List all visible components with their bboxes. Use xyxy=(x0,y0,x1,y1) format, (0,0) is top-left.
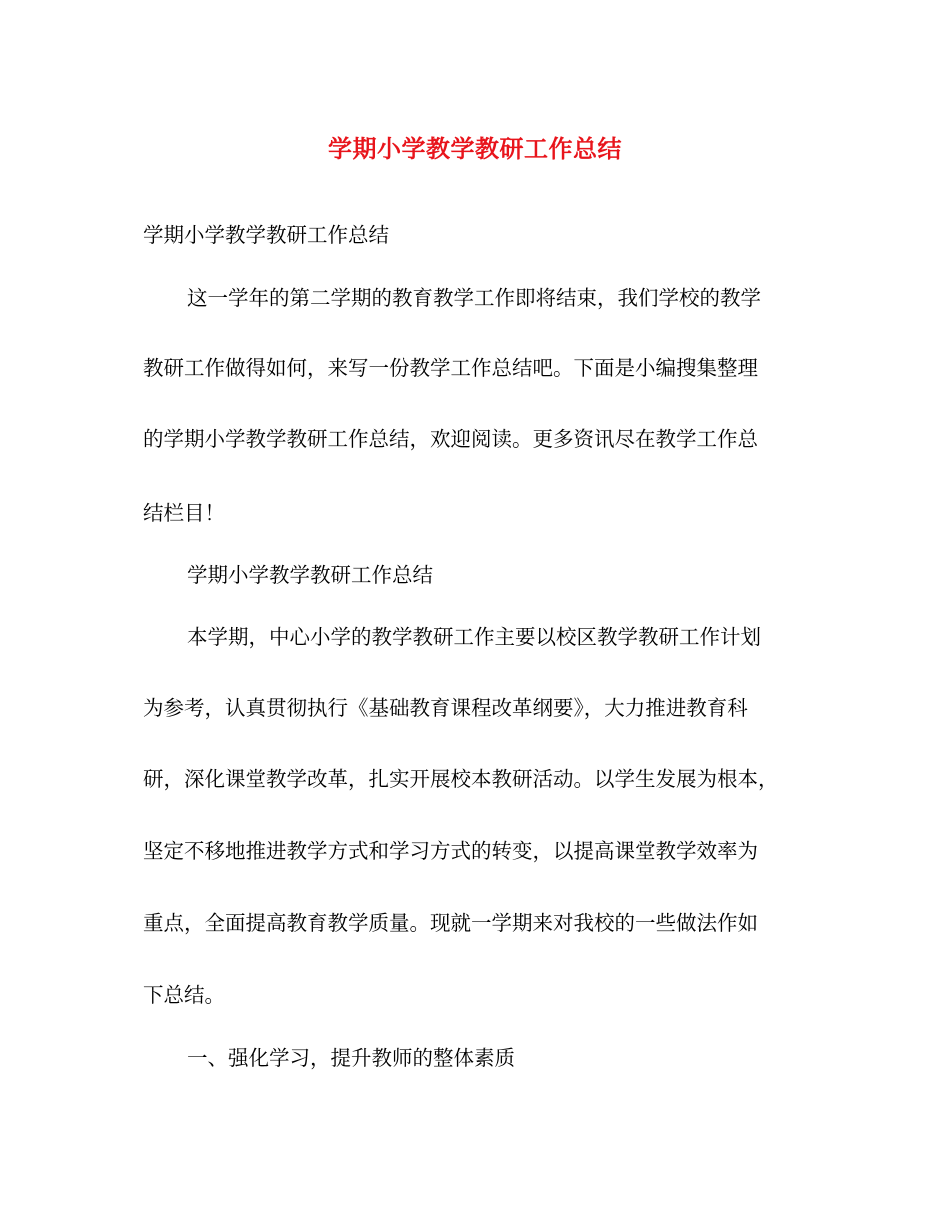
section-heading: 学期小学教学教研工作总结 xyxy=(187,563,433,587)
paragraph-line: 下总结。 xyxy=(143,983,225,1007)
subtitle-line: 学期小学教学教研工作总结 xyxy=(143,223,389,247)
document-title: 学期小学教学教研工作总结 xyxy=(328,134,622,163)
section-heading: 一、强化学习，提升教师的整体素质 xyxy=(187,1046,515,1070)
paragraph-line: 结栏目！ xyxy=(143,501,225,525)
paragraph-line: 研，深化课堂教学改革，扎实开展校本教研活动。以学生发展为根本， xyxy=(143,767,779,791)
paragraph-line: 为参考，认真贯彻执行《基础教育课程改革纲要》，大力推进教育科 xyxy=(143,696,748,720)
paragraph-line: 坚定不移地推进教学方式和学习方式的转变，以提高课堂教学效率为 xyxy=(143,839,758,863)
paragraph-line: 这一学年的第二学期的教育教学工作即将结束，我们学校的教学 xyxy=(187,286,761,310)
paragraph-line: 本学期，中心小学的教学教研工作主要以校区教学教研工作计划 xyxy=(187,625,761,649)
paragraph-line: 重点，全面提高教育教学质量。现就一学期来对我校的一些做法作如 xyxy=(143,911,758,935)
paragraph-line: 教研工作做得如何，来写一份教学工作总结吧。下面是小编搜集整理 xyxy=(143,356,758,380)
paragraph-line: 的学期小学教学教研工作总结，欢迎阅读。更多资讯尽在教学工作总 xyxy=(143,427,758,451)
